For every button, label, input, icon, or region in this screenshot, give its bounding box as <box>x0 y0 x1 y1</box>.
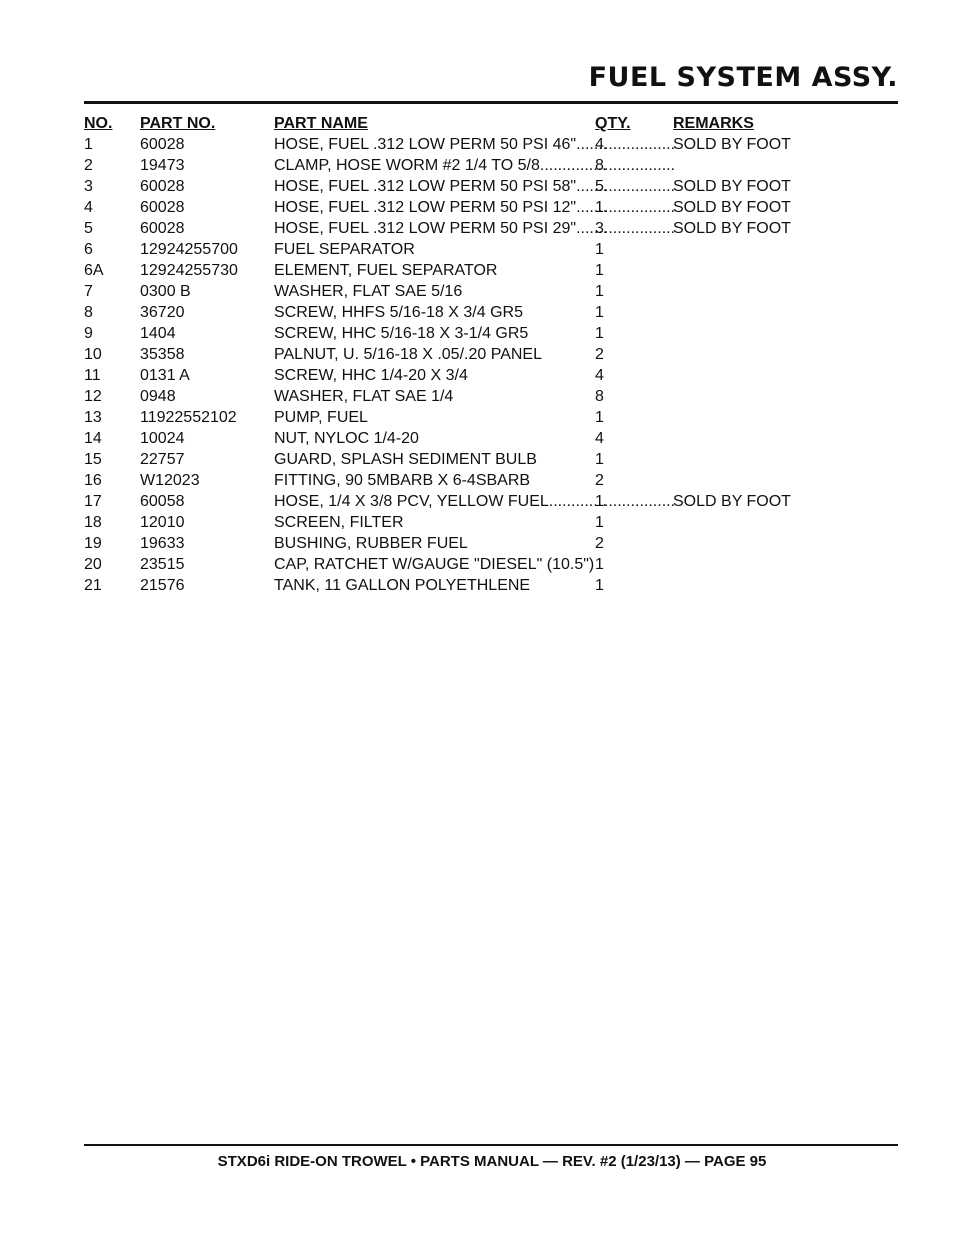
cell-part-name: SCREW, HHC 5/16-18 X 3-1/4 GR5 <box>274 325 529 342</box>
table-row <box>84 260 844 281</box>
cell-no: 6A <box>84 262 104 279</box>
cell-no: 3 <box>84 178 93 195</box>
cell-part-no: 12924255730 <box>140 262 238 279</box>
table-row <box>84 344 844 365</box>
table-row <box>84 491 844 512</box>
table-row <box>84 239 844 260</box>
cell-part-name: TANK, 11 GALLON POLYETHLENE <box>274 577 531 594</box>
cell-qty: 1 <box>595 409 604 426</box>
cell-part-name: HOSE, 1/4 X 3/8 PCV, YELLOW FUEL............. <box>274 493 607 510</box>
table-row <box>84 323 844 344</box>
table-row <box>84 533 844 554</box>
header-remarks: REMARKS <box>673 115 754 132</box>
cell-qty: 8 <box>595 388 604 405</box>
cell-remarks: SOLD BY FOOT <box>673 220 791 237</box>
cell-part-name: HOSE, FUEL .312 LOW PERM 50 PSI 12"....... <box>274 199 608 216</box>
cell-part-name: SCREW, HHFS 5/16-18 X 3/4 GR5 <box>274 304 523 321</box>
cell-qty: 5................ <box>595 178 676 195</box>
cell-no: 13 <box>84 409 102 426</box>
cell-qty: 3................ <box>595 220 676 237</box>
cell-part-name: HOSE, FUEL .312 LOW PERM 50 PSI 29"....... <box>274 220 608 237</box>
cell-part-name: SCREEN, FILTER <box>274 514 404 531</box>
page-footer: STXD6i RIDE-ON TROWEL • PARTS MANUAL — REV. #2 (1/23/13) — PAGE 95 <box>217 1153 767 1170</box>
cell-no: 9 <box>84 325 93 342</box>
table-row <box>84 428 844 449</box>
table-row <box>84 407 844 428</box>
table-row <box>84 197 844 218</box>
cell-no: 6 <box>84 241 93 258</box>
table-row <box>84 554 844 575</box>
cell-part-no: 22757 <box>140 451 185 468</box>
table-row <box>84 449 844 470</box>
cell-part-no: 0948 <box>140 388 176 405</box>
cell-part-no: 12010 <box>140 514 185 531</box>
cell-no: 8 <box>84 304 93 321</box>
table-row <box>84 302 844 323</box>
cell-part-no: W12023 <box>140 472 200 489</box>
table-row <box>84 365 844 386</box>
cell-qty: 1 <box>595 262 604 279</box>
cell-part-no: 60028 <box>140 178 185 195</box>
cell-part-no: 11922552102 <box>140 409 237 426</box>
cell-no: 14 <box>84 430 102 447</box>
cell-part-no: 0300 B <box>140 283 191 300</box>
footer-divider <box>84 1144 898 1146</box>
cell-no: 17 <box>84 493 102 510</box>
cell-no: 12 <box>84 388 102 405</box>
cell-qty: 4 <box>595 367 604 384</box>
cell-no: 11 <box>84 367 101 384</box>
cell-part-name: PUMP, FUEL <box>274 409 368 426</box>
cell-remarks: SOLD BY FOOT <box>673 199 791 216</box>
table-row <box>84 218 844 239</box>
cell-part-no: 23515 <box>140 556 185 573</box>
cell-qty: 1 <box>595 514 604 531</box>
cell-part-no: 60028 <box>140 199 185 216</box>
table-row <box>84 470 844 491</box>
cell-part-no: 35358 <box>140 346 185 363</box>
cell-part-name: FUEL SEPARATOR <box>274 241 415 258</box>
cell-no: 10 <box>84 346 102 363</box>
cell-qty: 1 <box>595 577 604 594</box>
cell-part-no: 19633 <box>140 535 185 552</box>
cell-part-name: WASHER, FLAT SAE 5/16 <box>274 283 463 300</box>
table-row <box>84 155 844 176</box>
parts-table <box>84 113 844 596</box>
cell-part-name: HOSE, FUEL .312 LOW PERM 50 PSI 46"....... <box>274 136 608 153</box>
cell-part-name: GUARD, SPLASH SEDIMENT BULB <box>274 451 537 468</box>
cell-part-name: SCREW, HHC 1/4-20 X 3/4 <box>274 367 468 384</box>
header-no: NO. <box>84 115 113 132</box>
cell-qty: 1................ <box>595 199 676 216</box>
cell-part-no: 1404 <box>140 325 176 342</box>
cell-no: 4 <box>84 199 93 216</box>
cell-part-no: 60028 <box>140 220 185 237</box>
cell-no: 7 <box>84 283 93 300</box>
cell-part-no: 36720 <box>140 304 185 321</box>
cell-part-name: BUSHING, RUBBER FUEL <box>274 535 468 552</box>
table-row <box>84 176 844 197</box>
cell-part-name: ELEMENT, FUEL SEPARATOR <box>274 262 498 279</box>
cell-no: 15 <box>84 451 102 468</box>
cell-no: 20 <box>84 556 102 573</box>
cell-part-name: CAP, RATCHET W/GAUGE "DIESEL" (10.5") <box>274 556 595 573</box>
table-row <box>84 386 844 407</box>
cell-part-name: WASHER, FLAT SAE 1/4 <box>274 388 454 405</box>
cell-qty: 1................ <box>595 493 676 510</box>
page-title: FUEL SYSTEM ASSY. <box>588 62 898 93</box>
cell-part-name: HOSE, FUEL .312 LOW PERM 50 PSI 58"....... <box>274 178 608 195</box>
cell-qty: 4 <box>595 430 604 447</box>
cell-no: 1 <box>84 136 93 153</box>
cell-qty: 2 <box>595 535 604 552</box>
cell-qty: 1 <box>595 325 604 342</box>
table-row <box>84 281 844 302</box>
cell-qty: 4................ <box>595 136 676 153</box>
table-row <box>84 575 844 596</box>
cell-part-no: 60058 <box>140 493 185 510</box>
cell-qty: 2 <box>595 472 604 489</box>
cell-remarks: SOLD BY FOOT <box>673 178 791 195</box>
cell-part-no: 10024 <box>140 430 185 447</box>
cell-part-no: 0131 A <box>140 367 190 384</box>
cell-part-name: NUT, NYLOC 1/4-20 <box>274 430 419 447</box>
cell-remarks: SOLD BY FOOT <box>673 136 791 153</box>
cell-no: 2 <box>84 157 93 174</box>
cell-remarks: SOLD BY FOOT <box>673 493 791 510</box>
cell-qty: 2 <box>595 346 604 363</box>
cell-qty: 1 <box>595 451 604 468</box>
header-qty: QTY. <box>595 115 631 132</box>
title-divider <box>84 101 898 104</box>
cell-part-no: 60028 <box>140 136 185 153</box>
cell-qty: 1 <box>595 241 604 258</box>
header-part-name: PART NAME <box>274 115 368 132</box>
cell-qty: 1 <box>595 283 604 300</box>
cell-part-no: 21576 <box>140 577 185 594</box>
cell-no: 5 <box>84 220 93 237</box>
cell-qty: 8................ <box>595 157 676 174</box>
table-header-row <box>84 113 844 134</box>
table-row <box>84 512 844 533</box>
table-body <box>84 134 844 596</box>
cell-part-name: CLAMP, HOSE WORM #2 1/4 TO 5/8............... <box>274 157 607 174</box>
table-row <box>84 134 844 155</box>
cell-qty: 1 <box>595 304 604 321</box>
header-part-no: PART NO. <box>140 115 216 132</box>
cell-part-name: FITTING, 90 5MBARB X 6-4SBARB <box>274 472 531 489</box>
cell-no: 18 <box>84 514 102 531</box>
cell-no: 19 <box>84 535 102 552</box>
cell-part-no: 19473 <box>140 157 185 174</box>
cell-part-no: 12924255700 <box>140 241 238 258</box>
cell-no: 21 <box>84 577 102 594</box>
cell-no: 16 <box>84 472 102 489</box>
cell-qty: 1 <box>595 556 604 573</box>
cell-part-name: PALNUT, U. 5/16-18 X .05/.20 PANEL <box>274 346 542 363</box>
